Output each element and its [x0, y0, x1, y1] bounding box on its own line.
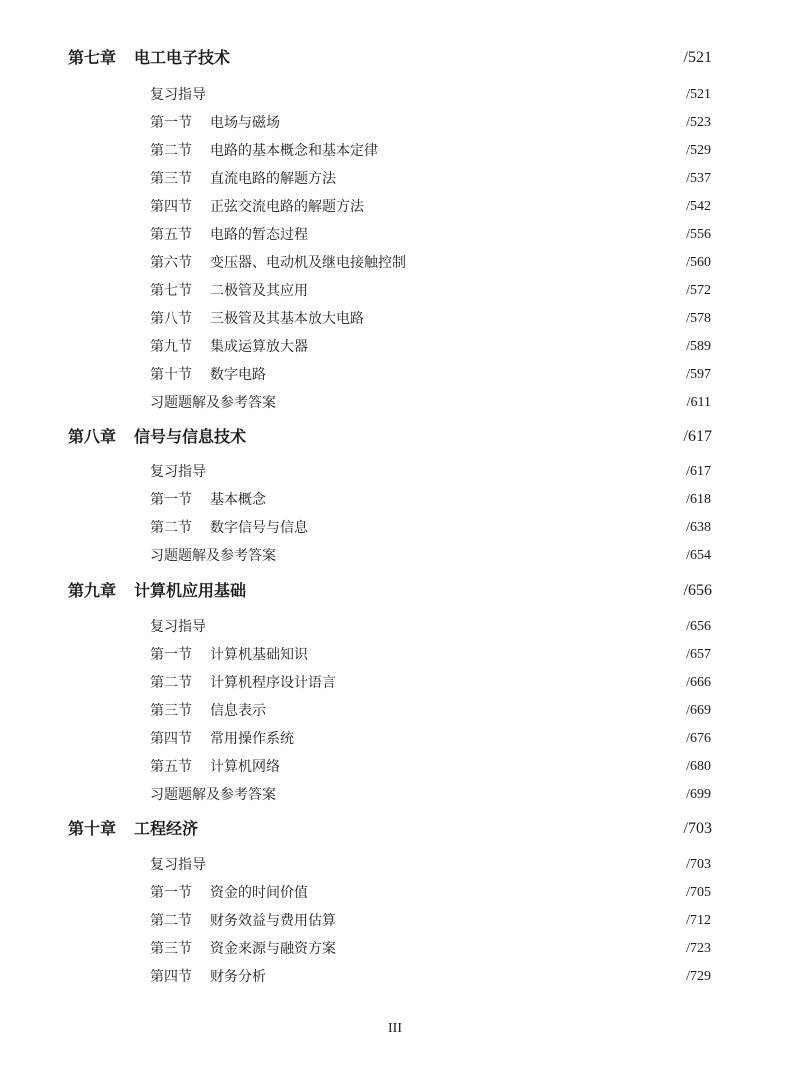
section-title: 信息表示	[210, 703, 266, 719]
section-title: 正弦交流电路的解题方法	[210, 199, 364, 215]
toc-entry	[150, 282, 711, 300]
section-number: 第二节	[150, 913, 192, 929]
toc-entry	[150, 702, 711, 720]
chapter-heading	[68, 581, 712, 601]
toc-entry	[150, 884, 711, 902]
chapter-page: /617	[683, 428, 712, 445]
section-number: 第五节	[150, 227, 192, 243]
section-number: 第一节	[150, 115, 192, 131]
section-number: 第七节	[150, 283, 192, 299]
toc-entry	[150, 646, 711, 664]
toc-entry	[150, 142, 711, 160]
toc-entry	[150, 463, 711, 481]
entry-page: /523	[686, 115, 711, 130]
toc-entry	[150, 519, 711, 537]
section-title: 资金来源与融资方案	[210, 941, 336, 957]
entry-page: /611	[686, 395, 711, 410]
chapter-heading	[68, 48, 712, 68]
toc-entry	[150, 786, 711, 804]
entry-page: /703	[686, 857, 711, 872]
entry-page: /729	[686, 969, 711, 984]
section-title: 财务效益与费用估算	[210, 913, 336, 929]
section-number: 第三节	[150, 941, 192, 957]
entry-page: /723	[686, 941, 711, 956]
entry-page: /654	[686, 548, 711, 563]
section-number: 第九节	[150, 339, 192, 355]
entry-page: /578	[686, 311, 711, 326]
chapter-page: /521	[683, 49, 712, 66]
entry-page: /657	[686, 647, 711, 662]
chapter-page: /703	[683, 820, 712, 837]
entry-title: 复习指导	[150, 619, 206, 635]
toc-entry	[150, 170, 711, 188]
toc-entry	[150, 254, 711, 272]
chapter-heading	[68, 819, 712, 839]
section-title: 计算机基础知识	[210, 647, 308, 663]
entry-title: 复习指导	[150, 857, 206, 873]
entry-page: /680	[686, 759, 711, 774]
entry-title: 复习指导	[150, 87, 206, 103]
toc-entry	[150, 226, 711, 244]
section-number: 第三节	[150, 171, 192, 187]
toc-entry	[150, 394, 711, 412]
section-title: 直流电路的解题方法	[210, 171, 336, 187]
entry-page: /537	[686, 171, 711, 186]
section-number: 第四节	[150, 731, 192, 747]
section-number: 第一节	[150, 647, 192, 663]
toc-entry	[150, 86, 711, 104]
section-number: 第二节	[150, 520, 192, 536]
entry-page: /542	[686, 199, 711, 214]
entry-title: 习题题解及参考答案	[150, 548, 276, 564]
chapter-title: 工程经济	[134, 819, 199, 838]
entry-page: /617	[686, 464, 711, 479]
chapter-page: /656	[683, 582, 712, 599]
section-title: 常用操作系统	[210, 731, 294, 747]
entry-page: /618	[686, 492, 711, 507]
section-title: 三极管及其基本放大电路	[210, 311, 364, 327]
page-number-footer: III	[388, 1021, 402, 1036]
entry-title: 复习指导	[150, 464, 206, 480]
entry-title: 习题题解及参考答案	[150, 787, 276, 803]
toc-entry	[150, 198, 711, 216]
entry-page: /572	[686, 283, 711, 298]
chapter-title: 计算机应用基础	[134, 581, 247, 600]
chapter-heading	[68, 427, 712, 447]
chapter-number: 第九章	[68, 581, 117, 600]
toc-entry	[150, 940, 711, 958]
entry-page: /669	[686, 703, 711, 718]
entry-page: /712	[686, 913, 711, 928]
toc-entry	[150, 968, 711, 986]
entry-page: /638	[686, 520, 711, 535]
toc-entry	[150, 758, 711, 776]
section-number: 第十节	[150, 367, 192, 383]
entry-page: /556	[686, 227, 711, 242]
chapter-number: 第十章	[68, 819, 117, 838]
section-title: 资金的时间价值	[210, 885, 308, 901]
section-title: 电路的基本概念和基本定律	[210, 143, 378, 159]
toc-entry	[150, 491, 711, 509]
entry-title: 习题题解及参考答案	[150, 395, 276, 411]
toc-entry	[150, 366, 711, 384]
section-number: 第一节	[150, 492, 192, 508]
section-title: 数字电路	[210, 367, 266, 383]
chapter-title: 信号与信息技术	[134, 427, 247, 446]
section-number: 第八节	[150, 311, 192, 327]
section-number: 第一节	[150, 885, 192, 901]
entry-page: /666	[686, 675, 711, 690]
toc-entry	[150, 338, 711, 356]
section-title: 计算机程序设计语言	[210, 675, 336, 691]
section-title: 变压器、电动机及继电接触控制	[210, 255, 406, 271]
entry-page: /699	[686, 787, 711, 802]
section-number: 第三节	[150, 703, 192, 719]
toc-entry	[150, 674, 711, 692]
entry-page: /705	[686, 885, 711, 900]
section-number: 第六节	[150, 255, 192, 271]
section-number: 第四节	[150, 969, 192, 985]
entry-page: /676	[686, 731, 711, 746]
section-number: 第二节	[150, 143, 192, 159]
section-title: 计算机网络	[210, 759, 280, 775]
toc-entry	[150, 618, 711, 636]
section-number: 第二节	[150, 675, 192, 691]
section-number: 第四节	[150, 199, 192, 215]
section-title: 集成运算放大器	[210, 339, 308, 355]
section-title: 二极管及其应用	[210, 283, 308, 299]
entry-page: /560	[686, 255, 711, 270]
toc-entry	[150, 547, 711, 565]
entry-page: /521	[686, 87, 711, 102]
chapter-number: 第八章	[68, 427, 117, 446]
toc-entry	[150, 856, 711, 874]
chapter-title: 电工电子技术	[134, 48, 231, 67]
section-title: 电场与磁场	[210, 115, 280, 131]
entry-page: /597	[686, 367, 711, 382]
section-title: 基本概念	[210, 492, 266, 508]
toc-entry	[150, 310, 711, 328]
section-title: 电路的暂态过程	[210, 227, 308, 243]
section-title: 财务分析	[210, 969, 266, 985]
entry-page: /589	[686, 339, 711, 354]
section-title: 数字信号与信息	[210, 520, 308, 536]
toc-entry	[150, 730, 711, 748]
chapter-number: 第七章	[68, 48, 117, 67]
entry-page: /656	[686, 619, 711, 634]
section-number: 第五节	[150, 759, 192, 775]
toc-entry	[150, 912, 711, 930]
entry-page: /529	[686, 143, 711, 158]
toc-entry	[150, 114, 711, 132]
